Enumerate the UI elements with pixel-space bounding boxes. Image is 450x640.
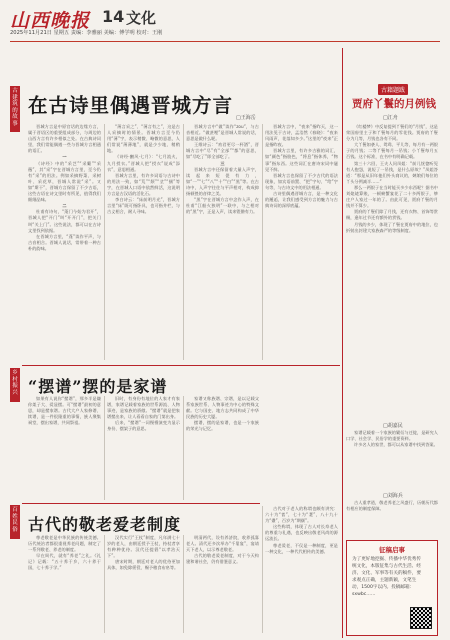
right-column-byline: □江舟 [383,115,398,121]
right-column-title: 贾府丫鬟的月例钱 [352,98,436,110]
article1-col3: 晋城方言中“做”读作“zou”，与古音相近。“做甚哩”是晋城人常说的话，意思是做什么呢。 王维诗云：“劝君更尽一杯酒”，晋城方言中“尽”有“全部”“都”的意思，如“尽吃了”即全部吃了。 三 晋城方言中还保留着大量入声字，读起来短促有力，如“一”“七”“八”“十”“白”“黑”等。在古诗中，入声字往往与平声相对，构成抑扬顿挫的音律之美。 “黑”字在晋城方言中念作入声，在杜甫“江船火独明”一联中，与之相对的“黑”字，正是入声，读来铿锵有力。 [186,124,259,215]
right-column-rule [342,48,343,638]
right-column-badge: 古籍题跋 [378,84,408,95]
call-for-papers-body: 为了更好地挖掘、传播中华优秀传统文化，本版征集与古代生活、经济、文化、军事等有关的稿件，要求观点正确，主题新颖，文笔生动，1500字以内。投稿邮箱：sxwbc…… [352,557,421,597]
article3-col2: 汉代实行“王杖”制度，凡年满七十岁的老人，由朝廷授予王杖，持杖者享有种种优待。汉代还提倡“以孝治天下”。 唐宋时期，朝廷对老人的优待更加具体，如免除徭役、赐予粮食布帛等。 [107,535,180,571]
column-rule [262,124,263,360]
qr-code-icon [410,607,432,629]
column-rule [262,506,263,633]
right-column-byline3: □刘海兵 [383,493,403,499]
masthead [10,4,440,34]
column-rule [183,124,184,360]
column-rule [104,535,105,633]
article2-col1: 如果有人说你“摆谱”，那多半是嫌你架子大、爱显摆。可“摆谱”最初的意思，却是摆家谱。古代大户人家修谱、续谱，是一件很隆重的事情，族人聚集祠堂，摆出家谱，共同祭祖。 [28,396,101,426]
article2-col3: 家谱又称族谱、宗谱，是以记载父系家族世系、人物事迹为中心的特殊文献。它与国史、地方志共同构成了中华民族的历史大厦。 摆谱，摆的是家谱，也是一个家族的荣光与记忆。 [186,396,259,432]
article2-col2: 旧时，有身份有地位的人家才有家谱，家谱记载着家族的世系源流、人物事迹，是家族的骄傲。“摆谱”就是把家谱摆出来，让人看看自家的门第出身。 后来，“摆谱”一词慢慢演变为显示身份、摆架子的意思。 [107,396,180,432]
article2-headline: “摆谱”摆的是家谱 [28,377,168,396]
page-number: 14 [102,7,125,26]
article1-byline: □王海岳 [236,115,256,121]
call-for-papers-box [346,540,438,636]
tag-rural-revitalization: 乡村振兴 [10,368,20,402]
section-rule [22,503,260,504]
article1-col1: 晋城方言是中原官话的边缘方言，属于晋语区的重要组成部分，与周边的山西方言有许多相似之处。在古典诗词里，我们常能偶遇一些与晋城方言相通的语汇。 一 《诗经》中的“采芑”“采蘩”“采薇”，其“采”字在晋城方言里，至今仍有“采”的用法。例如采摘野菜、采树叶、采花草，晋城人常说“采”。又如“斯干”，晋城方言保留了不少古语，这些古语在诗文里时有所见，值得我们细细品味。 二 杜甫有诗句，“蓬门今始为君开”，晋城人把“开门”叫“开开门”，把关门叫“关上门”。这些说法，都可以在古诗文里找到依据。 在晋城方言里，“蓬”读作平声，与古音相合。晋城人说话，常带着一种古朴的韵味。 [28,124,101,251]
article3-headline: 古代的敬老爱老制度 [28,515,182,534]
right-column-body: 《红楼梦》中反复提到丫鬟们的“月钱”，这是荣国府里主子和丫鬟每月的零花钱。贾府的丫鬟分为几等，月钱也各有不同。 大丫鬟如袭人、鸳鸯、平儿等，每月有一两银子的月钱；二等丫鬟每月一吊钱；小丫鬟每月五百钱。这个标准，在书中有明确记载。 第三十六回，王夫人问凤姐：“前儿恍惚听见有人抱怨，说短了一吊钱，是什么原故？”凤姐答道：“那是从旧年他们外头商议的，姨娘们每位的丫头分例减半……” 那么一两银子在当时能买多少东西呢？据书中刘姥姥算账，一顿螃蟹宴花了二十多两银子，够庄户人家过一年的了。由此可见，贾府丫鬟的月钱并不算少。 贾府的丫鬟们除了月钱，还有衣物、首饰等赏赐，逢年过节还有额外的赏钱。 月钱的多少，体现了丫鬟在贾府中的地位，也折射出封建大家族森严的等级制度。 [346,124,438,233]
column-rule [104,396,105,500]
column-rule [104,124,105,360]
right-column-byline2: □胡嘉民 [383,423,403,429]
section-title: 文化 [126,9,157,27]
call-for-papers-title: 征稿启事 [379,546,405,554]
article1-headline: 在古诗里偶遇晋城方言 [28,94,234,117]
article3-col4: 古代对于老人的称谓也颇有讲究：六十为“耆”，七十为“耄”，八十九十为“耋”，百岁为“期颐”。 这些称谓，体现了古人对长寿老人的尊重与礼遇，也反映出敬老风尚的源远流长。 尊老爱老，不仅是一种制度，更是一种文化，一种代代相传的美德。 [265,506,338,554]
right-column-body3: 古人重孝道，敬老养老之风盛行，历朝历代都有相应的制度保障。 [346,500,438,512]
tag-folk-customs: 百姓民俗 [10,505,20,539]
column-rule [183,535,184,633]
article3-col3: 明清两代，设有养济院，收养孤寡老人。清代还多次举办“千叟宴”，宴请天下老人，以示尊老敬老。 古代的敬老爱老制度，对于今天构建和谐社会，仍有借鉴意义。 [186,535,259,565]
column-rule [183,396,184,500]
dateline: 2025年11月21日 星期五 责编：李雅丽 美编：傅学明 校对：王刚 [10,30,163,36]
article3-col1: 尊老敬老是中华民族的传统美德。历代统治者都很重视养老问题，制定了一系列敬老、养老的制度。 早在周代，就有“养老”之礼。《礼记》记载：“五十养于乡，六十养于国，七十养于学。” [28,535,101,571]
tag-ancient-architecture: 古建筑的故事 [10,86,20,132]
masthead-rule [10,41,440,42]
right-column-body2: 家谱记载着一个家族的繁衍与迁徙，是研究人口学、社会学、民俗学的重要资料。 许多名人的家世，都可以从家谱中找到答案。 [346,430,438,448]
section-rule [22,365,340,366]
article1-col4: 晋城方言中，“夜来”指昨天，这一用法见于古诗，孟浩然《春晓》：“夜来风雨声，花落知多少。”这里的“夜来”正是指昨夜。 晋城方言里，有许多古雅的词汇，如“颜色”指脸色，“将息”指休养，“物事”指东西。这些词汇在唐诗宋词中屡见不鲜。 晋城方言也保留了不少古代的语法现象，如宾语前置、“把”字句、“给”字句等，与古诗文中的用法相通。 古诗里偶遇晋城方言，是一种文化的邂逅，让我们感受到方言的魅力与古典诗词的深厚底蕴。 [265,124,338,209]
newspaper-logo: 山西晚报 [10,10,91,32]
article1-col2: “薄言采之”、“薄言有之”，这是古人采摘时的情景。晋城方言至今仍用“薄”字，表示稍微、略微的意思，人们常说“薄薄地”，就是少少地、稍稍地。 《诗经·豳风·七月》：“七月流火，九月授衣。”晋城人把“授衣”说成“添衣”，意思相通。 晋城方言里，有许多词语与古诗中的用法一致，如“荒”“颓”“坌”“搦”等字，在晋城人口语中依然鲜活，这说明方言是古汉语的活化石。 李白诗云：“床前明月光”，晋城方言里“床”既可指卧具，也可指井栏，与古义相合，耐人寻味。 [107,124,180,215]
